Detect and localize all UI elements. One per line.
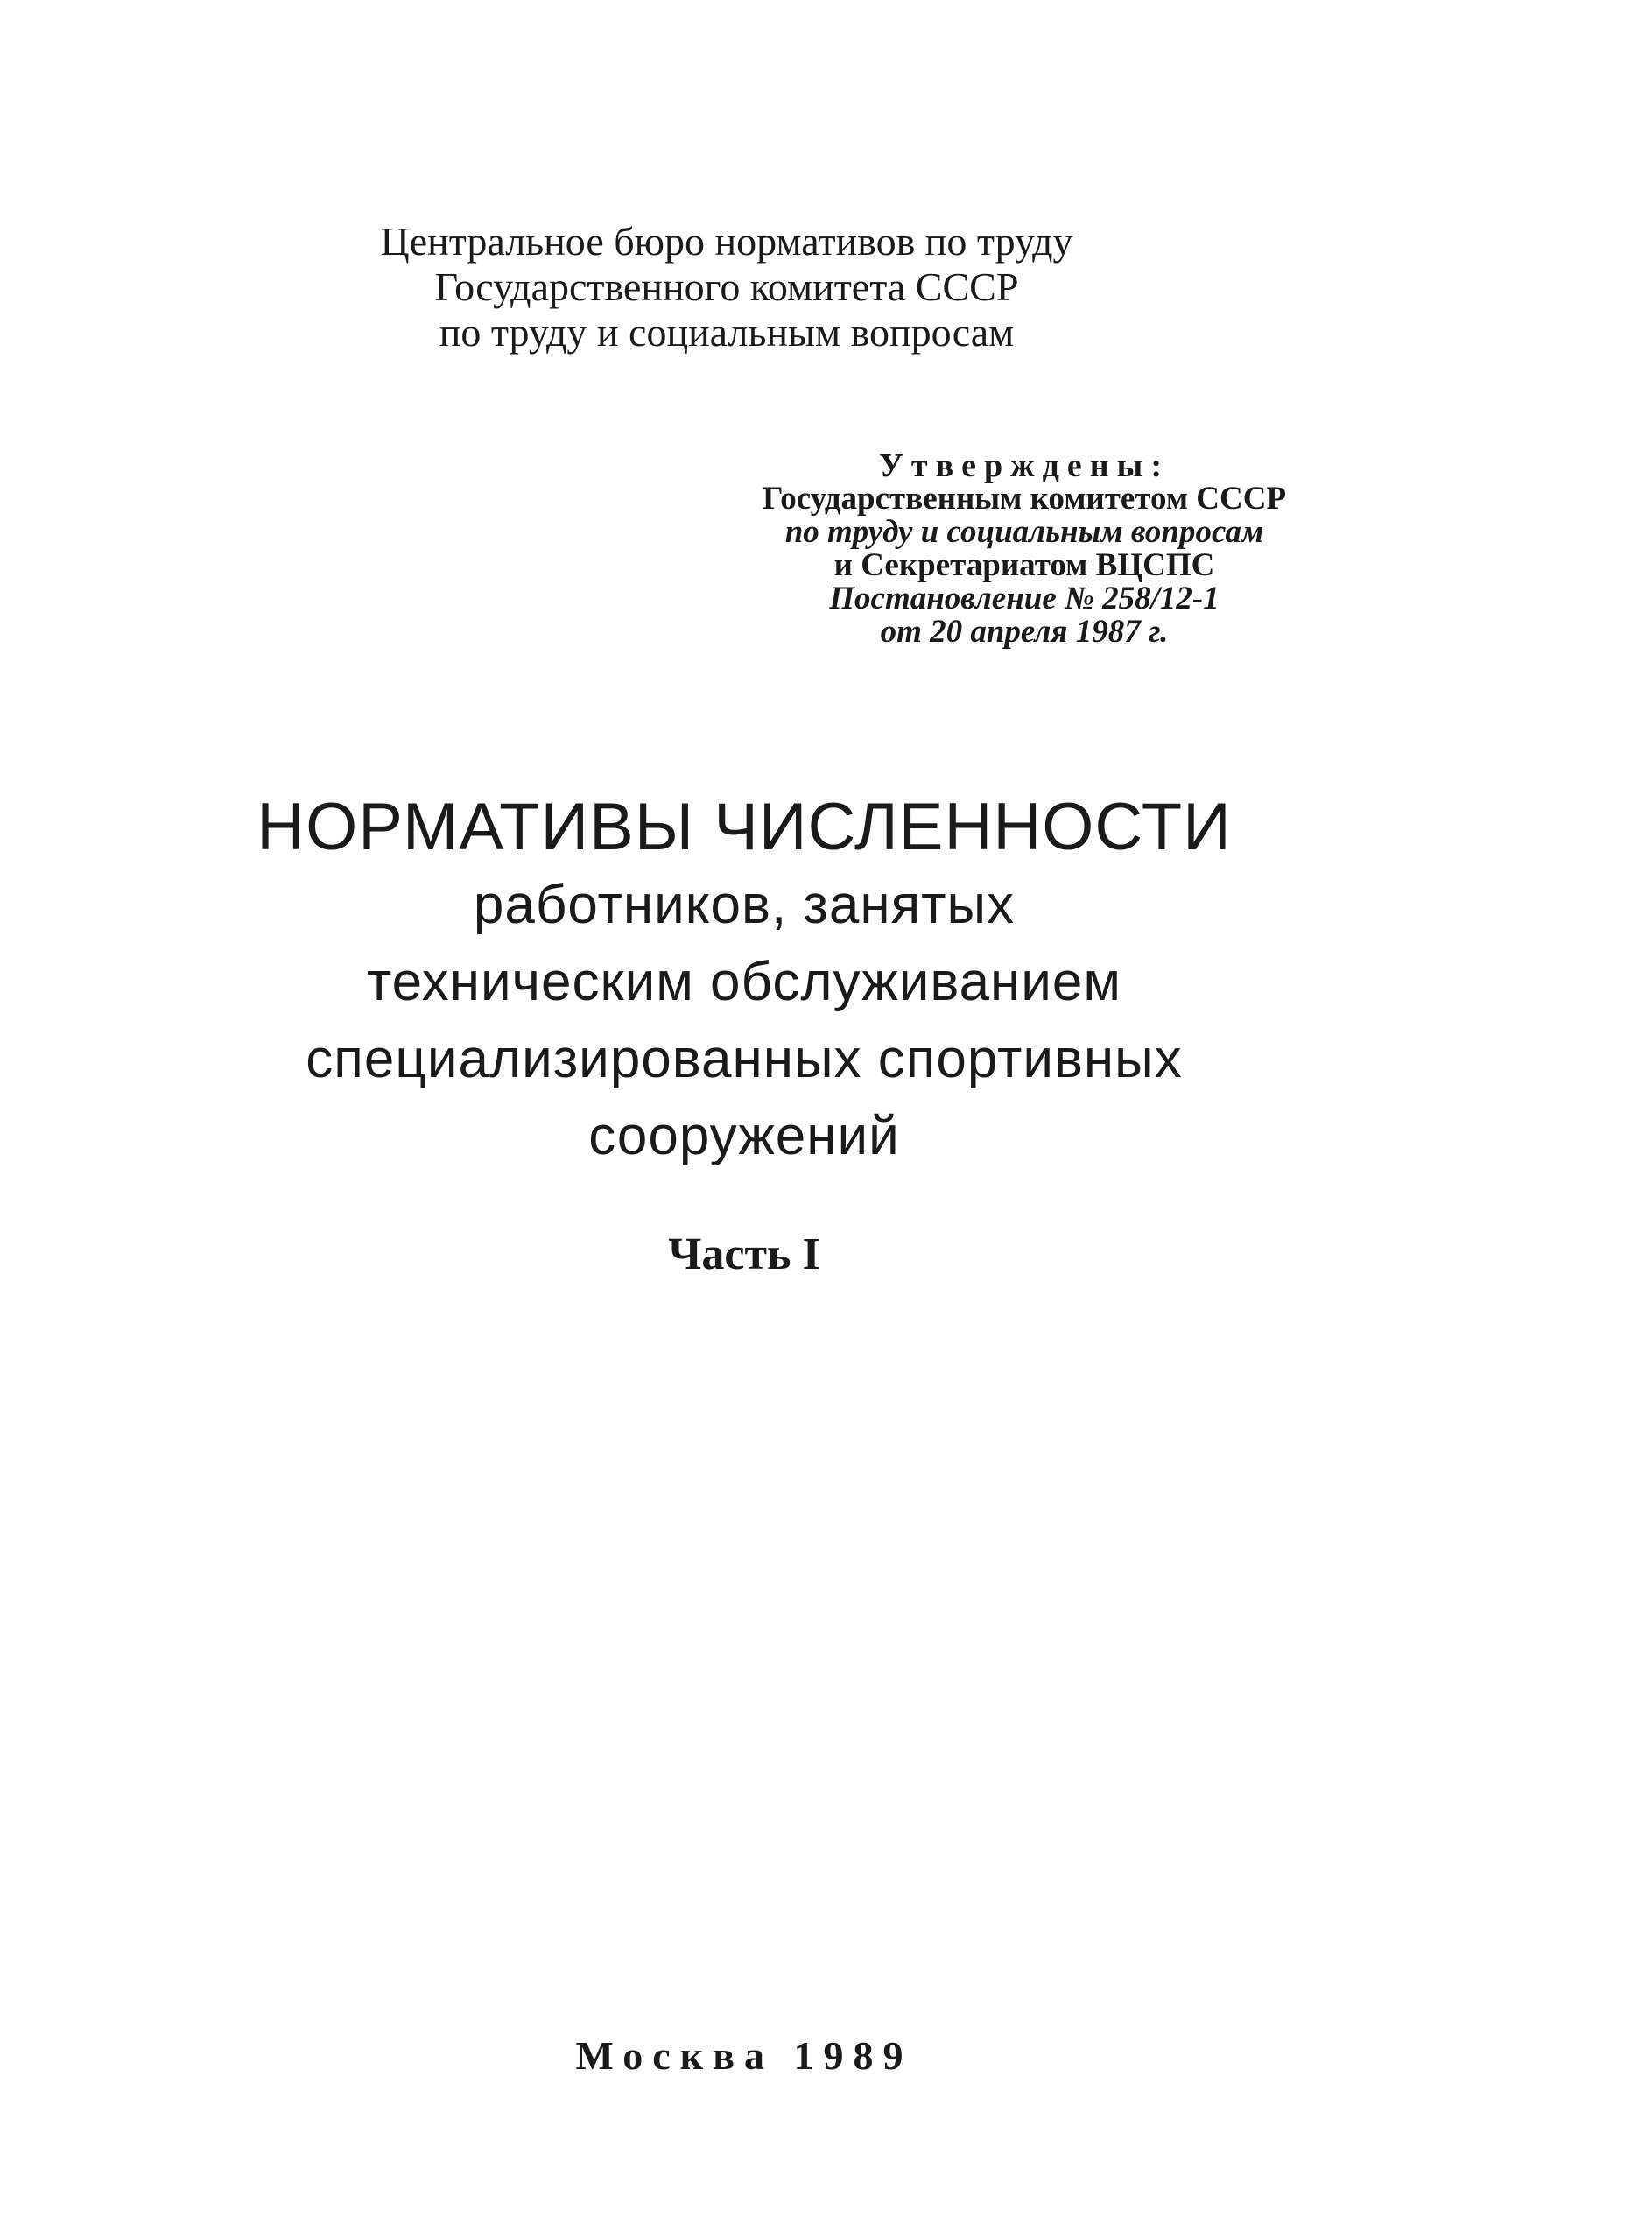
organization-line: по труду и социальным вопросам	[439, 310, 1015, 355]
title-main: НОРМАТИВЫ ЧИСЛЕННОСТИ	[257, 790, 1232, 864]
document-title	[219, 788, 1269, 1175]
approval-heading: Утверждены:	[879, 447, 1170, 484]
approval-line: по труду и социальным вопросам	[784, 514, 1264, 550]
title-line: работников, занятых	[473, 875, 1016, 935]
resolution-date: от 20 апреля 1987 г.	[880, 614, 1169, 650]
approval-line: Государственным комитетом СССР	[762, 481, 1287, 517]
approval-line: и Секретариатом ВЦСПС	[833, 547, 1215, 583]
publication-place-year: Москва 1989	[575, 2033, 913, 2078]
title-line: специализированных спортивных	[306, 1029, 1183, 1089]
title-line: техническим обслуживанием	[366, 952, 1122, 1012]
part-label: Часть I	[668, 1229, 820, 1279]
approval-block	[700, 449, 1348, 649]
organization-line: Центральное бюро нормативов по труду	[380, 219, 1073, 264]
issuing-organization	[289, 219, 1164, 356]
title-line: сооружений	[588, 1106, 900, 1166]
resolution-number: Постановление № 258/12-1	[829, 581, 1220, 616]
organization-line: Государственного комитета СССР	[434, 264, 1019, 309]
